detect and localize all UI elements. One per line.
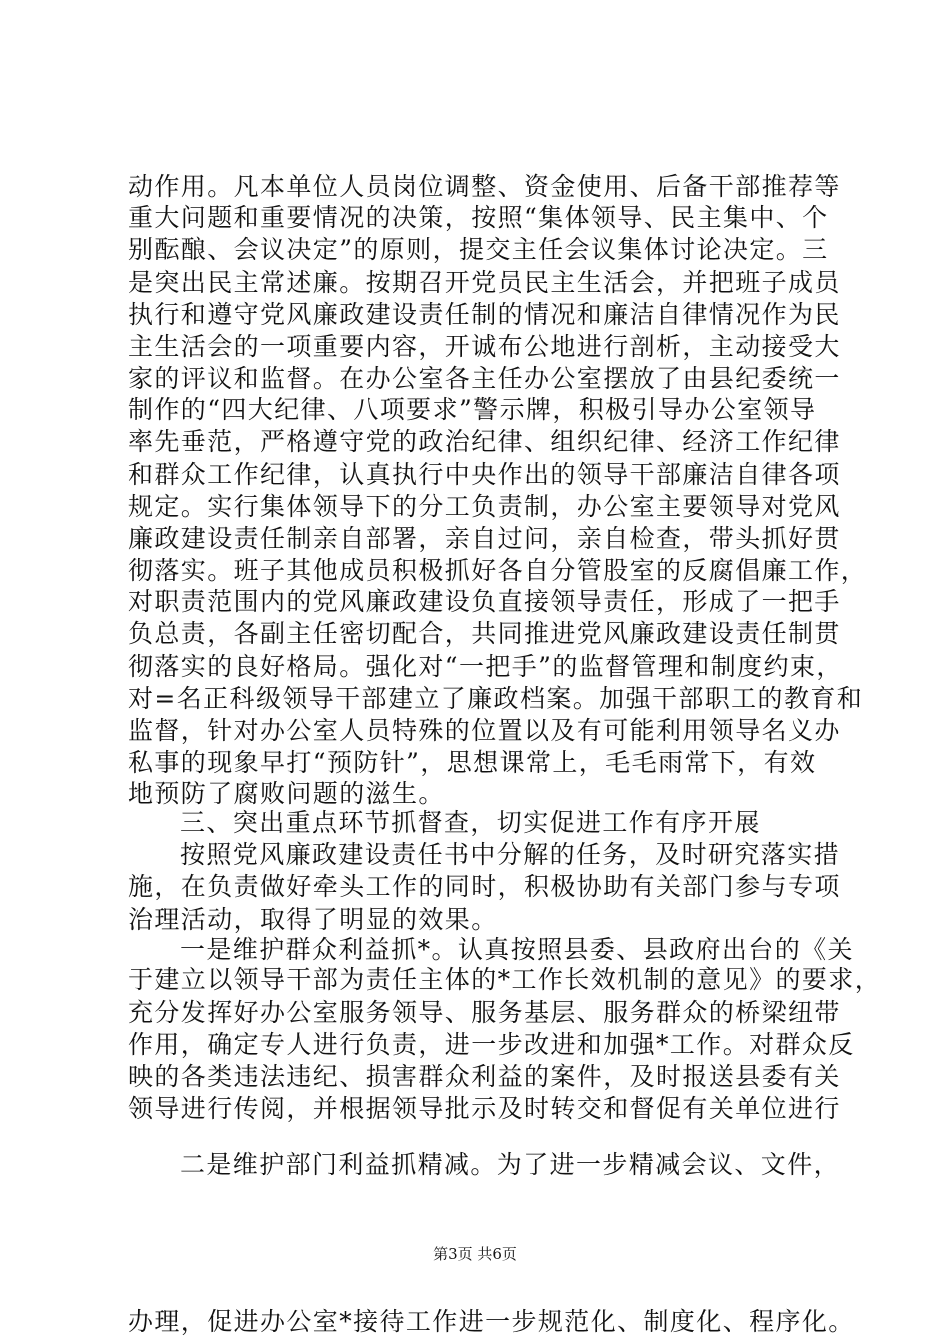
body-text-line: 私事的现象早打“预防针”，思想课常上，毛毛雨常下，有效 <box>128 748 817 777</box>
body-text-line: 对=名正科级领导干部建立了廉政档案。加强干部职工的教育和 <box>128 684 864 713</box>
page-number-footer: 第3页 共6页 <box>433 1245 517 1263</box>
paragraph-first-line: 二是维护部门利益抓精减。为了进一步精减会议、文件， <box>180 1150 841 1179</box>
body-text-line: 对职责范围内的党风廉政建设负直接领导责任，形成了一把手 <box>128 587 841 616</box>
paragraph-first-line: 一是维护群众利益抓*。认真按照县委、县政府出台的《关 <box>180 935 854 964</box>
body-text-line: 治理活动，取得了明显的效果。 <box>128 905 498 934</box>
body-text-line: 映的各类违法违纪、损害群众利益的案件，及时报送县委有关 <box>128 1062 841 1091</box>
body-text-line: 率先垂范，严格遵守党的政治纪律、组织纪律、经济工作纪律 <box>128 427 841 456</box>
body-text-line: 监督，针对办公室人员特殊的位置以及有可能利用领导名义办 <box>128 716 841 745</box>
body-text-line: 彻落实。班子其他成员积极抓好各自分管股室的反腐倡廉工作， <box>128 556 868 585</box>
body-text-line: 负总责，各副主任密切配合，共同推进党风廉政建设责任制贯 <box>128 619 841 648</box>
body-text-line: 别酝酿、会议决定”的原则，提交主任会议集体讨论决定。三 <box>128 235 829 264</box>
body-text-line: 动作用。凡本单位人员岗位调整、资金使用、后备干部推荐等 <box>128 172 841 201</box>
body-text-line: 作用，确定专人进行负责，进一步改进和加强*工作。对群众反 <box>128 1030 855 1059</box>
section-heading: 三、突出重点环节抓督查，切实促进工作有序开展 <box>180 808 761 837</box>
body-text-line: 和群众工作纪律，认真执行中央作出的领导干部廉洁自律各项 <box>128 460 841 489</box>
body-text-line: 办理，促进办公室*接待工作进一步规范化、制度化、程序化。 <box>128 1307 855 1336</box>
paragraph-first-line: 按照党风廉政建设责任书中分解的任务，及时研究落实措 <box>180 840 841 869</box>
body-text-line: 家的评议和监督。在办公室各主任办公室摆放了由县纪委统一 <box>128 364 841 393</box>
body-text-line: 主生活会的一项重要内容，开诚布公地进行剖析，主动接受大 <box>128 332 841 361</box>
body-text-line: 充分发挥好办公室服务领导、服务基层、服务群众的桥梁纽带 <box>128 998 841 1027</box>
body-text-line: 施，在负责做好牵头工作的同时，积极协助有关部门参与专项 <box>128 872 841 901</box>
body-text-line: 制作的“四大纪律、八项要求”警示牌，积极引导办公室领导 <box>128 395 817 424</box>
body-text-line: 重大问题和重要情况的决策，按照“集体领导、民主集中、个 <box>128 203 829 232</box>
body-text-line: 领导进行传阅，并根据领导批示及时转交和督促有关单位进行 <box>128 1094 841 1123</box>
body-text-line: 于建立以领导干部为责任主体的*工作长效机制的意见》的要求， <box>128 965 882 994</box>
body-text-line: 执行和遵守党风廉政建设责任制的情况和廉洁自律情况作为民 <box>128 300 841 329</box>
body-text-line: 是突出民主常述廉。按期召开党员民主生活会，并把班子成员 <box>128 268 841 297</box>
body-text-line: 规定。实行集体领导下的分工负责制，办公室主要领导对党风 <box>128 492 841 521</box>
body-text-line: 廉政建设责任制亲自部署，亲自过问，亲自检查，带头抓好贯 <box>128 524 841 553</box>
body-text-line: 地预防了腐败问题的滋生。 <box>128 779 445 808</box>
body-text-line: 彻落实的良好格局。强化对“一把手”的监督管理和制度约束， <box>128 652 843 681</box>
